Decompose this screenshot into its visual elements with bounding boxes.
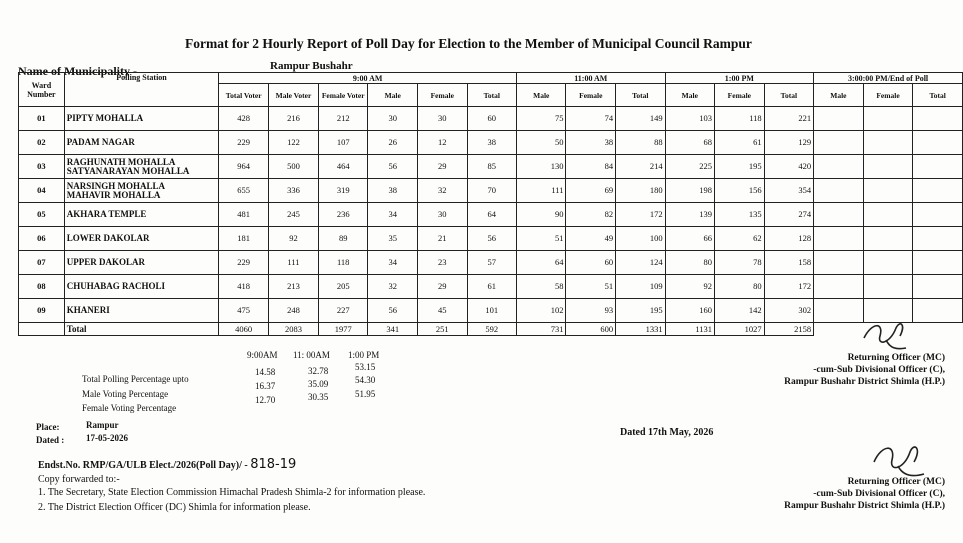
total-1pm-cell: 354 xyxy=(764,179,813,203)
polling-station-cell xyxy=(64,107,218,131)
total-female-voter-cell: 1977 xyxy=(318,323,368,336)
end-of-poll-cell xyxy=(814,179,864,203)
ward-number-cell: 08 xyxy=(19,275,65,299)
total-voter-header: Total Voter xyxy=(219,84,269,107)
male-1pm-cell: 103 xyxy=(665,107,714,131)
total-header: Total xyxy=(616,84,665,107)
pct-total-11am: 32.78 xyxy=(308,366,329,376)
polling-station-name: MAHAVIR MOHALLA xyxy=(66,189,161,200)
female-1pm-cell: 61 xyxy=(715,131,765,155)
male-11am-cell: 90 xyxy=(517,203,566,227)
female-9am-cell: 29 xyxy=(417,275,467,299)
female-1pm-cell: 135 xyxy=(715,203,765,227)
end-of-poll-cell xyxy=(814,227,864,251)
ward-number-cell: 06 xyxy=(19,227,65,251)
female-voter-cell: 89 xyxy=(318,227,368,251)
male-9am-cell: 38 xyxy=(368,179,417,203)
female-voter-header: Female Voter xyxy=(318,84,368,107)
pct-male-label: Male Voting Percentage xyxy=(82,389,169,399)
female-11am-cell: 82 xyxy=(566,203,616,227)
polling-station-name: NARSINGH MOHALLA xyxy=(66,180,166,191)
female-1pm-cell: 156 xyxy=(715,179,765,203)
end-of-poll-cell xyxy=(814,203,864,227)
pct-total-label: Total Polling Percentage upto xyxy=(82,374,189,384)
total-9am-cell: 85 xyxy=(467,155,516,179)
polling-station-name: PIPTY MOHALLA xyxy=(66,113,144,123)
polling-station-name: RAGHUNATH MOHALLA xyxy=(66,156,176,167)
male-11am-cell: 50 xyxy=(517,131,566,155)
end-of-poll-cell xyxy=(814,107,864,131)
male-9am-cell: 34 xyxy=(368,251,417,275)
report-title: Format for 2 Hourly Report of Poll Day for Election to the Member of Municipal Council Rampur xyxy=(185,36,752,51)
male-header: Male xyxy=(517,84,566,107)
totals-row xyxy=(19,323,963,336)
polling-station-name: UPPER DAKOLAR xyxy=(66,257,146,267)
end-of-poll-cell xyxy=(913,179,963,203)
total-total-9am-cell: 592 xyxy=(467,323,516,336)
pct-head-1pm: 1:00 PM xyxy=(348,350,380,360)
pct-total-1pm: 53.15 xyxy=(355,362,376,372)
total-female-1pm-cell: 1027 xyxy=(715,323,765,336)
total-voter-cell: 655 xyxy=(219,179,269,203)
ward-number-cell: 09 xyxy=(19,299,65,323)
male-1pm-cell: 68 xyxy=(665,131,714,155)
total-11am-cell: 100 xyxy=(616,227,665,251)
total-header: Total xyxy=(467,84,516,107)
signature-mark-2 xyxy=(868,440,928,480)
dated-line: Dated 17th May, 2026 xyxy=(620,427,714,438)
total-voter-cell: 418 xyxy=(219,275,269,299)
pct-female-1pm: 51.95 xyxy=(355,389,376,399)
female-voter-cell: 464 xyxy=(318,155,368,179)
total-voter-cell: 428 xyxy=(219,107,269,131)
female-11am-cell: 38 xyxy=(566,131,616,155)
time-11am-header: 11:00 AM xyxy=(517,73,666,84)
municipality-name: Rampur Bushahr xyxy=(270,60,353,72)
signature-1-line2: -cum-Sub Divisional Officer (C), xyxy=(813,365,945,375)
total-male-voter-cell: 2083 xyxy=(269,323,319,336)
end-of-poll-cell xyxy=(913,155,963,179)
pct-female-11am: 30.35 xyxy=(308,392,329,402)
total-1pm-cell: 172 xyxy=(764,275,813,299)
table-row xyxy=(19,299,963,323)
table-row xyxy=(19,179,963,203)
female-1pm-cell: 78 xyxy=(715,251,765,275)
female-header: Female xyxy=(417,84,467,107)
male-11am-cell: 102 xyxy=(517,299,566,323)
total-9am-cell: 57 xyxy=(467,251,516,275)
end-of-poll-cell xyxy=(814,251,864,275)
pct-total-9am: 14.58 xyxy=(255,367,276,377)
signature-2-line3: Rampur Bushahr District Shimla (H.P.) xyxy=(784,501,945,511)
end-of-poll-cell xyxy=(913,131,963,155)
polling-station-cell xyxy=(64,275,218,299)
polling-station-cell xyxy=(64,131,218,155)
table-row xyxy=(19,203,963,227)
total-male-11am-cell: 731 xyxy=(517,323,566,336)
male-9am-cell: 34 xyxy=(368,203,417,227)
end-of-poll-cell xyxy=(863,251,913,275)
female-1pm-cell: 118 xyxy=(715,107,765,131)
end-of-poll-cell xyxy=(913,251,963,275)
female-1pm-cell: 62 xyxy=(715,227,765,251)
end-of-poll-cell xyxy=(863,107,913,131)
table-row xyxy=(19,227,963,251)
female-9am-cell: 12 xyxy=(417,131,467,155)
female-11am-cell: 51 xyxy=(566,275,616,299)
total-male-1pm-cell: 1131 xyxy=(665,323,714,336)
total-1pm-cell: 274 xyxy=(764,203,813,227)
pct-male-1pm: 54.30 xyxy=(355,375,376,385)
female-voter-cell: 107 xyxy=(318,131,368,155)
ward-number-header: Ward Number xyxy=(19,73,65,107)
total-1pm-cell: 158 xyxy=(764,251,813,275)
time-1pm-header: 1:00 PM xyxy=(665,73,814,84)
totals-blank-cell xyxy=(19,323,65,336)
female-header: Female xyxy=(566,84,616,107)
total-voter-cell: 181 xyxy=(219,227,269,251)
time-9am-header: 9:00 AM xyxy=(219,73,517,84)
dated-value: 17-05-2026 xyxy=(86,433,128,443)
end-of-poll-cell xyxy=(863,275,913,299)
female-9am-cell: 29 xyxy=(417,155,467,179)
end-of-poll-cell xyxy=(863,155,913,179)
total-female-11am-cell: 600 xyxy=(566,323,616,336)
female-header: Female xyxy=(863,84,913,107)
total-9am-cell: 60 xyxy=(467,107,516,131)
male-11am-cell: 58 xyxy=(517,275,566,299)
dated-label: Dated : xyxy=(36,435,65,445)
end-of-poll-cell xyxy=(913,203,963,227)
copy-item-2: 2. The District Election Officer (DC) Shimla for information please. xyxy=(38,502,311,513)
total-9am-cell: 64 xyxy=(467,203,516,227)
polling-station-name: SATYANARAYAN MOHALLA xyxy=(66,165,190,176)
signature-block-2 xyxy=(784,476,945,512)
male-voter-cell: 216 xyxy=(269,107,319,131)
municipality-label: Name of Municipality - xyxy=(18,64,137,78)
male-1pm-cell: 225 xyxy=(665,155,714,179)
female-11am-cell: 84 xyxy=(566,155,616,179)
female-voter-cell: 205 xyxy=(318,275,368,299)
male-header: Male xyxy=(368,84,417,107)
end-of-poll-cell xyxy=(863,227,913,251)
total-voter-cell: 229 xyxy=(219,251,269,275)
male-9am-cell: 35 xyxy=(368,227,417,251)
male-voter-cell: 245 xyxy=(269,203,319,227)
male-11am-cell: 111 xyxy=(517,179,566,203)
total-11am-cell: 214 xyxy=(616,155,665,179)
male-1pm-cell: 80 xyxy=(665,251,714,275)
female-1pm-cell: 142 xyxy=(715,299,765,323)
female-9am-cell: 23 xyxy=(417,251,467,275)
male-header: Male xyxy=(665,84,714,107)
end-of-poll-cell xyxy=(814,299,864,323)
polling-station-cell xyxy=(64,203,218,227)
end-of-poll-cell xyxy=(814,131,864,155)
polling-station-cell xyxy=(64,251,218,275)
signature-1-line1: Returning Officer (MC) xyxy=(847,353,945,363)
total-header: Total xyxy=(913,84,963,107)
female-voter-cell: 118 xyxy=(318,251,368,275)
male-voter-cell: 248 xyxy=(269,299,319,323)
total-9am-cell: 56 xyxy=(467,227,516,251)
male-voter-cell: 111 xyxy=(269,251,319,275)
total-female-9am-cell: 251 xyxy=(417,323,467,336)
ward-number-cell: 05 xyxy=(19,203,65,227)
female-1pm-cell: 195 xyxy=(715,155,765,179)
signature-mark-1 xyxy=(860,318,910,354)
place-value: Rampur xyxy=(86,420,119,430)
male-voter-cell: 213 xyxy=(269,275,319,299)
male-11am-cell: 64 xyxy=(517,251,566,275)
table-row xyxy=(19,275,963,299)
end-of-poll-cell xyxy=(814,155,864,179)
ward-number-cell: 01 xyxy=(19,107,65,131)
poll-report-table xyxy=(18,72,963,336)
copy-forwarded-label: Copy forwarded to:- xyxy=(38,474,120,485)
female-voter-cell: 212 xyxy=(318,107,368,131)
total-11am-cell: 109 xyxy=(616,275,665,299)
pct-head-9am: 9:00AM xyxy=(247,350,278,360)
end-of-poll-cell xyxy=(863,131,913,155)
signature-2-line1: Returning Officer (MC) xyxy=(847,477,945,487)
female-voter-cell: 319 xyxy=(318,179,368,203)
total-total-1pm-cell: 2158 xyxy=(764,323,813,336)
total-voter-cell: 481 xyxy=(219,203,269,227)
totals-label: Total xyxy=(64,323,218,336)
polling-station-name: CHUHABAG RACHOLI xyxy=(66,281,166,291)
polling-station-cell xyxy=(64,155,218,179)
total-1pm-cell: 129 xyxy=(764,131,813,155)
ward-number-cell: 03 xyxy=(19,155,65,179)
male-1pm-cell: 66 xyxy=(665,227,714,251)
endorsement-text: Endst.No. RMP/GA/ULB Elect./2026(Poll Day)/ - xyxy=(38,460,248,471)
female-9am-cell: 30 xyxy=(417,107,467,131)
end-of-poll-cell xyxy=(863,179,913,203)
polling-station-cell xyxy=(64,299,218,323)
total-9am-cell: 61 xyxy=(467,275,516,299)
female-11am-cell: 93 xyxy=(566,299,616,323)
table-row xyxy=(19,131,963,155)
table-row xyxy=(19,107,963,131)
total-11am-cell: 149 xyxy=(616,107,665,131)
male-11am-cell: 51 xyxy=(517,227,566,251)
female-11am-cell: 49 xyxy=(566,227,616,251)
signature-2-line2: -cum-Sub Divisional Officer (C), xyxy=(813,489,945,499)
male-1pm-cell: 139 xyxy=(665,203,714,227)
end-of-poll-cell xyxy=(913,299,963,323)
female-11am-cell: 60 xyxy=(566,251,616,275)
male-1pm-cell: 160 xyxy=(665,299,714,323)
signature-1-line3: Rampur Bushahr District Shimla (H.P.) xyxy=(784,377,945,387)
male-9am-cell: 26 xyxy=(368,131,417,155)
female-9am-cell: 30 xyxy=(417,203,467,227)
male-voter-cell: 500 xyxy=(269,155,319,179)
male-voter-header: Male Voter xyxy=(269,84,319,107)
total-1pm-cell: 420 xyxy=(764,155,813,179)
male-9am-cell: 56 xyxy=(368,155,417,179)
polling-station-cell xyxy=(64,227,218,251)
endorsement-number xyxy=(38,457,296,472)
male-9am-cell: 56 xyxy=(368,299,417,323)
end-of-poll-cell xyxy=(913,275,963,299)
female-1pm-cell: 80 xyxy=(715,275,765,299)
male-voter-cell: 92 xyxy=(269,227,319,251)
total-9am-cell: 101 xyxy=(467,299,516,323)
pct-male-9am: 16.37 xyxy=(255,381,276,391)
total-11am-cell: 88 xyxy=(616,131,665,155)
signature-block-1 xyxy=(784,352,945,388)
total-1pm-cell: 221 xyxy=(764,107,813,131)
handwritten-number: 818-19 xyxy=(250,457,297,472)
total-male-9am-cell: 341 xyxy=(368,323,417,336)
male-9am-cell: 30 xyxy=(368,107,417,131)
female-9am-cell: 32 xyxy=(417,179,467,203)
female-11am-cell: 69 xyxy=(566,179,616,203)
polling-station-header: Polling Station xyxy=(64,73,218,107)
female-9am-cell: 21 xyxy=(417,227,467,251)
time-3pm-header: 3:00:00 PM/End of Poll xyxy=(814,73,963,84)
pct-head-11am: 11: 00AM xyxy=(293,350,330,360)
male-1pm-cell: 198 xyxy=(665,179,714,203)
polling-station-name: LOWER DAKOLAR xyxy=(66,233,150,243)
total-1pm-cell: 128 xyxy=(764,227,813,251)
male-11am-cell: 130 xyxy=(517,155,566,179)
female-voter-cell: 227 xyxy=(318,299,368,323)
end-of-poll-cell xyxy=(913,227,963,251)
ward-number-cell: 04 xyxy=(19,179,65,203)
total-header: Total xyxy=(764,84,813,107)
female-9am-cell: 45 xyxy=(417,299,467,323)
pct-female-label: Female Voting Percentage xyxy=(82,403,177,413)
end-of-poll-cell xyxy=(863,203,913,227)
male-voter-cell: 336 xyxy=(269,179,319,203)
table-row xyxy=(19,155,963,179)
total-11am-cell: 180 xyxy=(616,179,665,203)
female-11am-cell: 74 xyxy=(566,107,616,131)
total-voter-cell: 229 xyxy=(219,131,269,155)
female-header: Female xyxy=(715,84,765,107)
pct-female-9am: 12.70 xyxy=(255,395,276,405)
total-11am-cell: 172 xyxy=(616,203,665,227)
male-9am-cell: 32 xyxy=(368,275,417,299)
polling-station-cell xyxy=(64,179,218,203)
ward-number-cell: 07 xyxy=(19,251,65,275)
total-total-11am-cell: 1331 xyxy=(616,323,665,336)
total-1pm-cell: 302 xyxy=(764,299,813,323)
ward-number-cell: 02 xyxy=(19,131,65,155)
place-label: Place: xyxy=(36,422,60,432)
polling-station-name: KHANERI xyxy=(66,305,110,315)
total-11am-cell: 124 xyxy=(616,251,665,275)
male-voter-cell: 122 xyxy=(269,131,319,155)
end-of-poll-cell xyxy=(913,107,963,131)
total-9am-cell: 70 xyxy=(467,179,516,203)
polling-station-name: PADAM NAGAR xyxy=(66,137,135,147)
total-total-voter-cell: 4060 xyxy=(219,323,269,336)
male-header: Male xyxy=(814,84,864,107)
copy-item-1: 1. The Secretary, State Election Commission Himachal Pradesh Shimla-2 for information please. xyxy=(38,487,426,498)
male-11am-cell: 75 xyxy=(517,107,566,131)
female-voter-cell: 236 xyxy=(318,203,368,227)
total-voter-cell: 475 xyxy=(219,299,269,323)
pct-male-11am: 35.09 xyxy=(308,379,329,389)
total-voter-cell: 964 xyxy=(219,155,269,179)
total-11am-cell: 195 xyxy=(616,299,665,323)
polling-station-name: AKHARA TEMPLE xyxy=(66,209,147,219)
table-row xyxy=(19,251,963,275)
male-1pm-cell: 92 xyxy=(665,275,714,299)
total-9am-cell: 38 xyxy=(467,131,516,155)
end-of-poll-cell xyxy=(814,275,864,299)
